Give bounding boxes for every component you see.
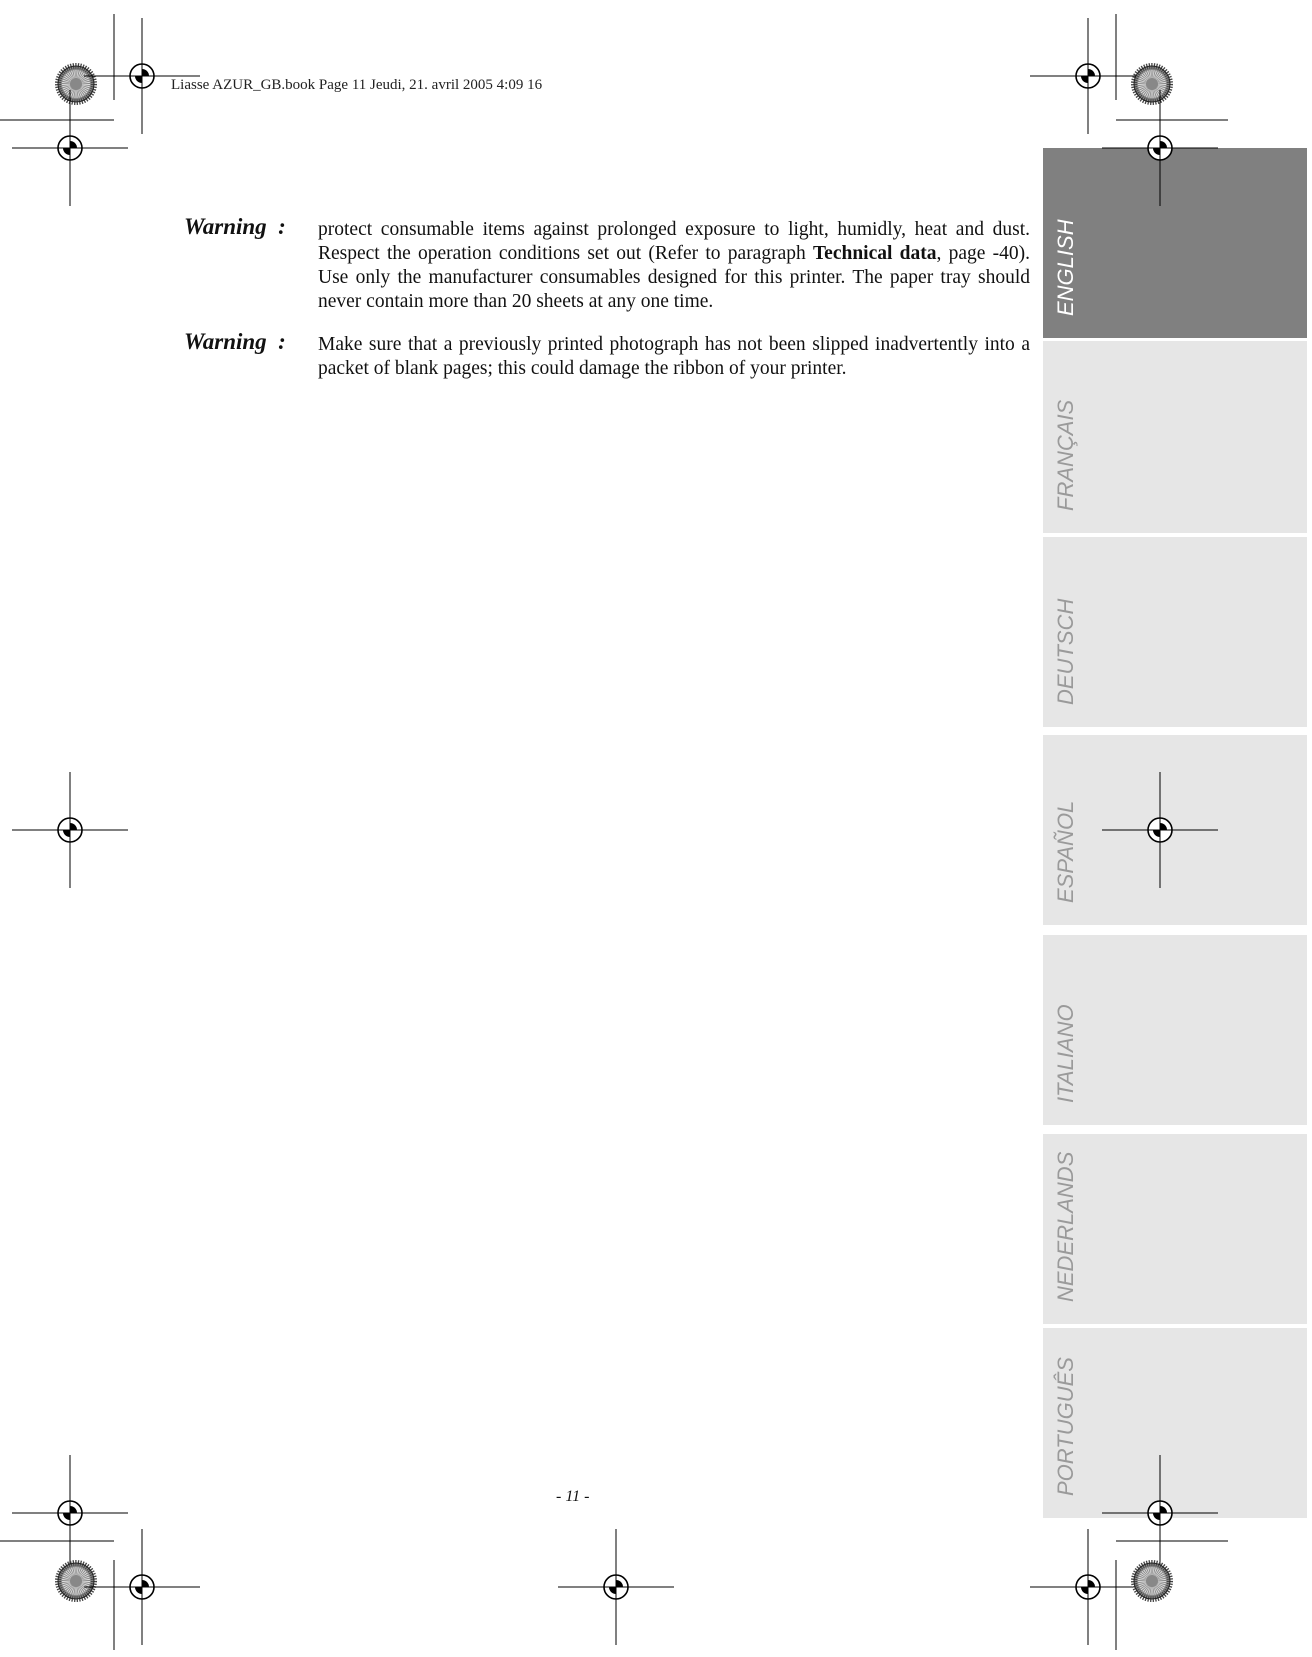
registration-mark-icon	[12, 1455, 128, 1571]
registration-mark-icon	[1102, 90, 1218, 206]
tab-portugues-label: PORTUGUÊS	[1053, 1357, 1078, 1496]
warning-text: protect consumable items against prolonged exposure to light, humidly, heat and dust. Respect the operation conditions set out (Refer to paragraph Technical data, page -40). Use only the manufacturer consumables designed for this printer. The paper tray should never contain more than 20 sheets at any one time.	[318, 219, 1030, 312]
registration-target-icon	[1134, 66, 1170, 102]
warning-label: Warning :	[184, 329, 286, 354]
tab-nederlands-label: NEDERLANDS	[1053, 1151, 1078, 1302]
registration-mark-icon	[1102, 1455, 1218, 1571]
registration-mark-icon	[12, 90, 128, 206]
tab-espanol-label: ESPAÑOL	[1053, 800, 1078, 903]
registration-mark-icon	[84, 18, 200, 134]
tab-francais-label: FRANÇAIS	[1053, 399, 1078, 511]
tab-deutsch-label: DEUTSCH	[1053, 598, 1078, 705]
tab-italiano-label: ITALIANO	[1053, 1004, 1078, 1103]
warning-label: Warning :	[184, 214, 286, 239]
technical-data-reference: Technical data	[812, 243, 937, 264]
page-number: - 11 -	[556, 1488, 590, 1505]
book-header: Liasse AZUR_GB.book Page 11 Jeudi, 21. avril 2005 4:09 16	[171, 77, 543, 93]
registration-mark-icon	[1102, 772, 1218, 888]
registration-mark-icon	[84, 1529, 200, 1645]
registration-mark-icon	[558, 1529, 674, 1645]
warning-text: Make sure that a previously printed photograph has not been slipped inadvertently into a packet of blank pages; this could damage the ribbon of your printer.	[318, 334, 1030, 379]
tab-english-label: ENGLISH	[1053, 219, 1078, 316]
registration-mark-icon	[1030, 18, 1146, 134]
registration-target-icon	[1134, 1563, 1170, 1599]
registration-target-icon	[58, 66, 94, 102]
registration-mark-icon	[1030, 1529, 1146, 1645]
registration-target-icon	[58, 1563, 94, 1599]
registration-mark-icon	[12, 772, 128, 888]
